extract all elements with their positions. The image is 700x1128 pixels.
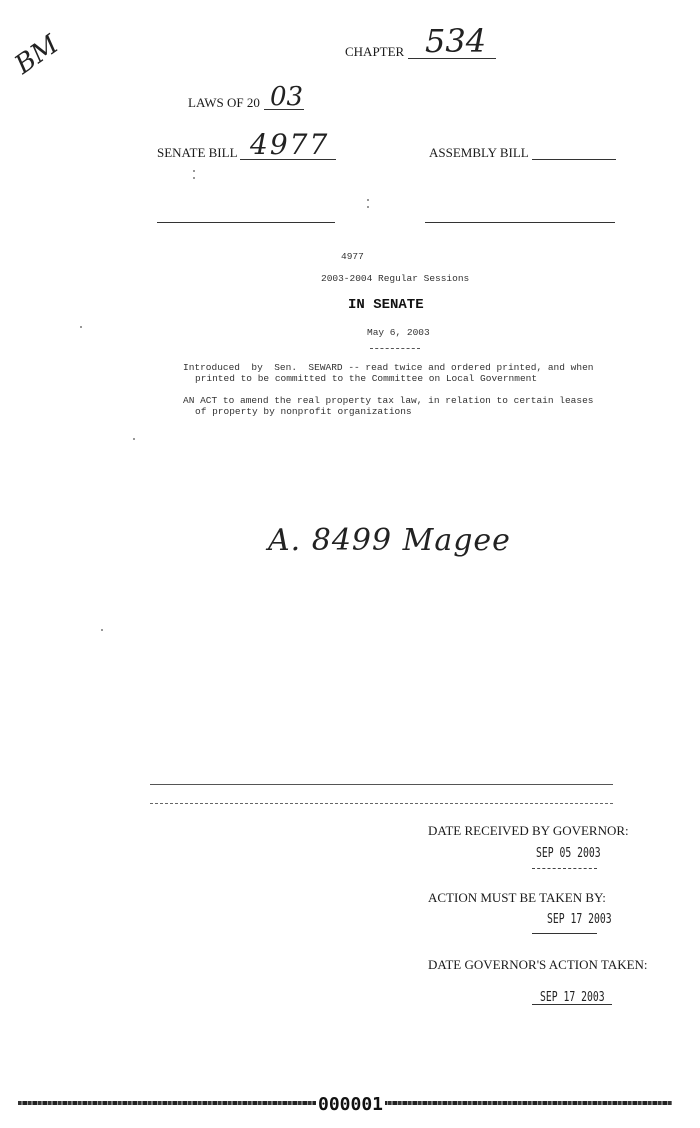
act-text [183, 395, 623, 417]
received-date: SEP 05 2003 [536, 846, 601, 861]
received-label: DATE RECEIVED BY GOVERNOR: [428, 823, 629, 838]
action-by-label: ACTION MUST BE TAKEN BY: [428, 890, 606, 905]
scan-speck [367, 206, 369, 208]
act-line-2: of property by nonprofit organizations [195, 406, 412, 417]
rule-solid [150, 784, 613, 785]
action-by-date: SEP 17 2003 [547, 912, 612, 927]
page-number: 000001 [318, 1094, 384, 1115]
scan-speck [80, 326, 82, 328]
scan-speck [133, 438, 135, 440]
chapter-label: CHAPTER [345, 44, 405, 59]
laws-year: 03 [270, 82, 304, 112]
scan-speck [101, 629, 103, 631]
act-line-1: AN ACT to amend the real property tax law, in relation to certain leases [183, 395, 594, 406]
action-by-underline [532, 933, 597, 934]
scan-speck [193, 170, 195, 172]
bill-number: 4977 [341, 251, 364, 262]
blank-line-left [157, 222, 335, 223]
chapter-number: 534 [425, 22, 487, 60]
handwritten-note: A. 8499 Magee [268, 523, 511, 558]
corner-initials: BM [9, 29, 65, 81]
scan-speck [193, 177, 195, 179]
blank-line-right [425, 222, 615, 223]
introduced-line-2: printed to be committed to the Committee on Local Government [195, 373, 538, 384]
rule-dashed [150, 803, 613, 804]
introduced-line-1: Introduced by Sen. SEWARD -- read twice and ordered printed, and when [183, 362, 594, 373]
assembly-bill-underline [532, 159, 616, 160]
assembly-bill-label: ASSEMBLY BILL [429, 145, 529, 160]
laws-label: LAWS OF 20 [188, 95, 260, 110]
bill-date: May 6, 2003 [367, 327, 430, 338]
introduced-text [183, 362, 623, 384]
senate-bill-label: SENATE BILL [157, 145, 238, 160]
action-taken-underline [532, 1004, 612, 1005]
action-taken-date: SEP 17 2003 [540, 990, 605, 1005]
date-divider [370, 348, 420, 349]
scan-speck [367, 199, 369, 201]
action-taken-label: DATE GOVERNOR'S ACTION TAKEN: [428, 957, 648, 972]
session-line: 2003-2004 Regular Sessions [321, 273, 470, 284]
senate-bill-number: 4977 [250, 128, 330, 161]
house-heading: IN SENATE [348, 297, 424, 313]
received-underline [532, 868, 597, 869]
